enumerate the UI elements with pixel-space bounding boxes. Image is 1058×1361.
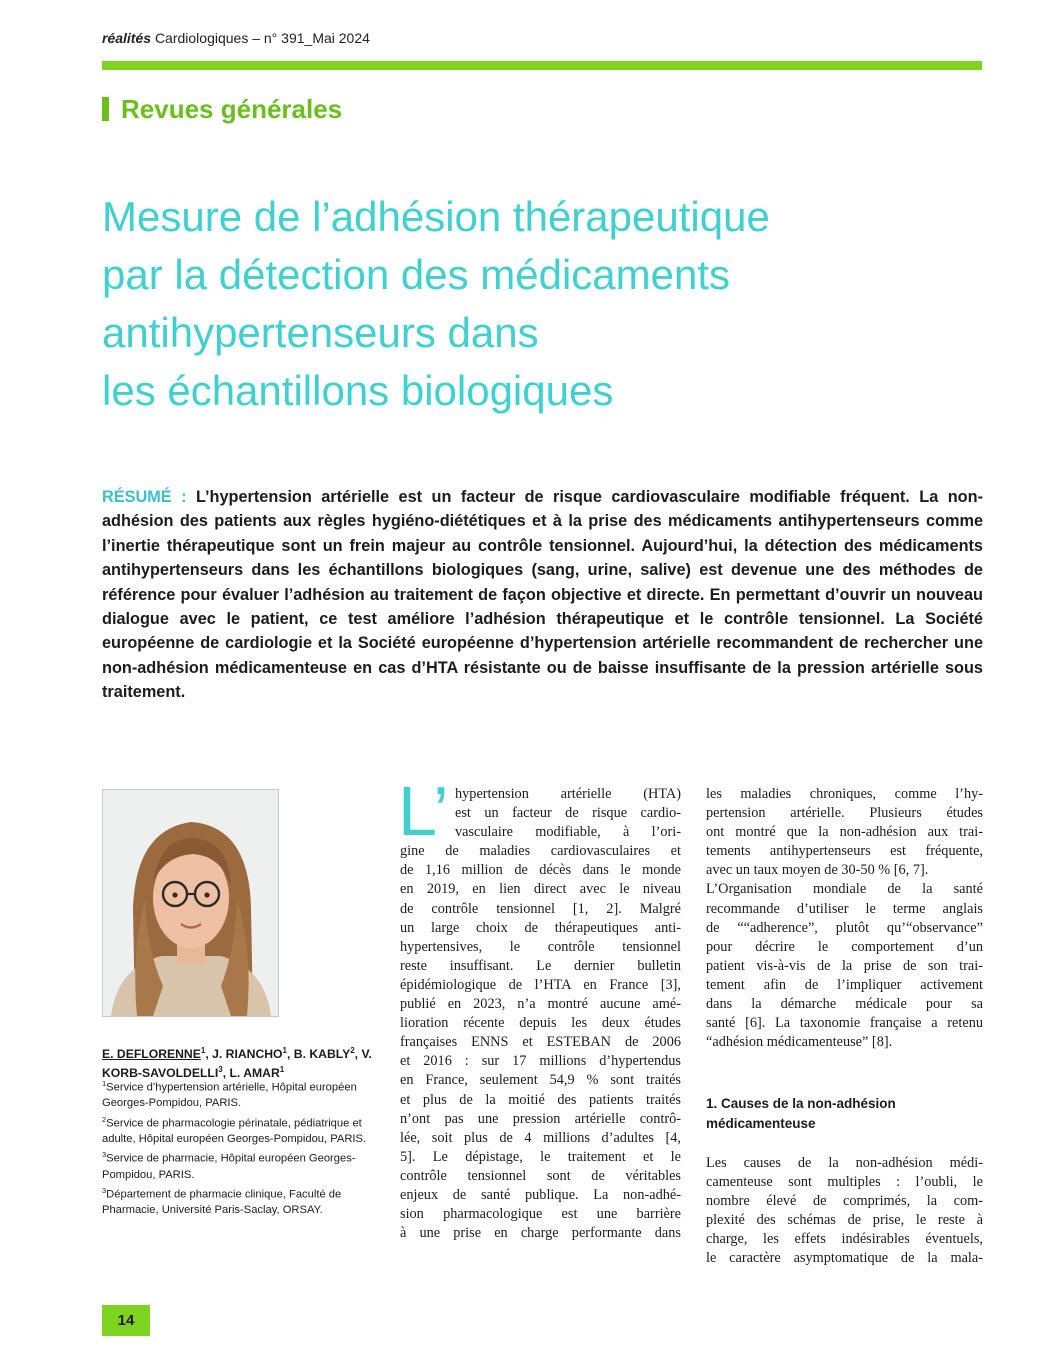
text-line: et 2016 : sur 17 millions d’hypertendus xyxy=(400,1053,681,1070)
text-line: pertension artérielle. Plusieurs études xyxy=(706,805,983,822)
text-line: lée, soit plus de 4 millions d’adultes [4, xyxy=(400,1129,681,1146)
text-line: avec un taux moyen de 30-50 % [6, 7]. xyxy=(706,862,929,879)
section-label-text: Revues générales xyxy=(121,94,343,124)
affiliation-item xyxy=(102,1147,387,1183)
body-column-1 xyxy=(400,785,681,1243)
affiliation-text: Service de pharmacie, Hôpital européen Georges-Pompidou, PARIS. xyxy=(102,1153,356,1181)
text-line: santé [6]. La taxonomie française a retenu xyxy=(706,1015,983,1032)
page-number: 14 xyxy=(102,1305,150,1336)
text-line: patient vis-à-vis de la prise de son trai- xyxy=(706,957,983,974)
author-photo xyxy=(102,789,279,1017)
text-line: tements antihypertenseurs est fréquente, xyxy=(706,843,983,860)
body-paragraph xyxy=(400,785,681,1243)
header-rule xyxy=(102,61,982,70)
journal-brand: réalités xyxy=(102,30,152,46)
text-line: L’Organisation mondiale de la santé xyxy=(706,881,983,898)
text-line: de ““adherence”, plutôt qu’“observance” xyxy=(706,919,983,936)
author-affiliation-mark: 1 xyxy=(200,1046,206,1055)
text-line: Les causes de la non-adhésion médi- xyxy=(706,1155,983,1171)
title-line: par la détection des médicaments xyxy=(102,251,731,298)
affiliation-mark: 3 xyxy=(102,1186,107,1196)
text-line: en France, seulement 54,9 % sont traités xyxy=(400,1072,681,1089)
affiliations xyxy=(102,1076,387,1219)
affiliation-item xyxy=(102,1112,387,1148)
body-column-2 xyxy=(706,785,983,1052)
text-line: nombre élevé de comprimés, la com- xyxy=(706,1193,983,1210)
text-line: vasculaire modifiable, à l’ori- xyxy=(455,824,681,841)
title-line: antihypertenseurs dans xyxy=(102,309,539,356)
text-line: en 2019, en lien direct avec le niveau xyxy=(400,881,681,898)
author-affiliation-mark: 1 xyxy=(279,1065,285,1075)
title-line: Mesure de l’adhésion thérapeutique xyxy=(102,193,770,240)
author-affiliation-mark: 3 xyxy=(218,1065,223,1075)
text-line: les maladies chroniques, comme l’hy- xyxy=(706,786,983,802)
text-line: gine de maladies cardiovasculaires et xyxy=(400,843,681,860)
journal-issue: Cardiologiques – n° 391_Mai 2024 xyxy=(154,30,370,46)
text-line: le caractère asymptomatique de la mala- xyxy=(706,1250,983,1267)
text-line: charge, les effets indésirables éventuels, xyxy=(706,1231,983,1248)
author-name: B. KABLY xyxy=(293,1047,351,1062)
journal-header xyxy=(102,30,370,46)
text-line: sion pharmacologique est une barrière xyxy=(400,1206,681,1223)
text-line: hypertension artérielle (HTA) xyxy=(455,786,681,802)
author-affiliation-mark: 2 xyxy=(350,1046,355,1055)
author-affiliation-mark: 1 xyxy=(282,1046,287,1055)
text-line: tement afin de l’impliquer activement xyxy=(706,976,983,993)
affiliation-mark: 3 xyxy=(102,1150,107,1160)
affiliation-text: Service d’hypertension artérielle, Hôpital européen Georges-Pompidou, PARIS. xyxy=(102,1081,357,1110)
abstract-label: RÉSUMÉ : xyxy=(102,488,187,506)
text-line: est un facteur de risque cardio- xyxy=(455,805,681,822)
author-separator: , xyxy=(287,1047,294,1062)
author-separator: , xyxy=(222,1066,230,1081)
text-line: recommande d’utiliser le terme anglais xyxy=(706,900,983,917)
text-line: à une prise en charge performante dans xyxy=(400,1225,681,1242)
text-line: épidémiologique de l’HTA en France [3], xyxy=(400,976,681,993)
text-line: n’ont pas une pression artérielle contrô- xyxy=(400,1110,681,1127)
text-line: lioration récente depuis les deux études xyxy=(400,1015,681,1032)
text-line: pour décrire le comportement d’un xyxy=(706,938,983,955)
author-name: L. AMAR xyxy=(229,1066,280,1081)
text-line: de contrôle tensionnel [1, 2]. Malgré xyxy=(400,900,681,917)
author-separator: , xyxy=(205,1047,213,1062)
text-line: ont montré que la non-adhésion aux trai- xyxy=(706,824,983,841)
text-line: 5]. Le dépistage, le traitement et le xyxy=(400,1148,681,1165)
body-paragraph xyxy=(706,1154,983,1269)
affiliation-text: Département de pharmacie clinique, Faculté de Pharmacie, Université Paris-Saclay, ORSAY. xyxy=(102,1188,342,1217)
text-line: de 1,16 million de décès dans le monde xyxy=(400,862,681,879)
drop-cap: L’ xyxy=(398,772,449,850)
text-line: contrôle tensionnel sont de véritables xyxy=(400,1167,681,1184)
affiliation-text: Service de pharmacologie périnatale, pédiatrique et adulte, Hôpital européen Georges-Pompidou, PARIS. xyxy=(102,1117,367,1145)
text-line: camenteuse sont multiples : l’oubli, le xyxy=(706,1174,983,1191)
affiliation-mark: 1 xyxy=(102,1079,107,1088)
affiliation-mark: 2 xyxy=(102,1114,107,1124)
text-line: “adhésion médicamenteuse” [8]. xyxy=(706,1034,893,1051)
text-line: un large choix de thérapeutiques anti- xyxy=(400,919,681,936)
abstract-text: L’hypertension artérielle est un facteur de risque cardiovasculaire modifiable fréquent. La non-adhésion des patients aux règles hygiéno-diététiques et à la prise des médicaments antihypertenseurs comme l’inertie thérapeutique sont un frein majeur au contrôle tensionnel. Aujourd’hui, la détection des médicaments antihypertenseurs dans les échantillons biologiques (sang, urine, salive) est devenue une des méthodes de référence pour évaluer l’adhésion au traitement de façon objective et directe. En permettant d’ouvrir un nouveau dialogue avec le patient, ce test améliore l’adhésion thérapeutique et le contrôle tensionnel. La Société européenne de cardiologie et la Société européenne d’hypertension artérielle recommandent de rechercher une non-adhésion médicamenteuse en cas d’HTA résistante ou de baisse insuffisante de la pression artérielle sous traitement. xyxy=(102,488,983,702)
affiliation-item xyxy=(102,1076,387,1112)
article-title xyxy=(102,188,962,420)
section-heading: 1. Causes de la non-adhésion médicamenteuse xyxy=(706,1096,896,1131)
text-line: françaises ENNS et ESTEBAN de 2006 xyxy=(400,1034,681,1051)
body-paragraph xyxy=(706,785,983,1052)
text-line: dans la démarche médicale pour sa xyxy=(706,996,983,1013)
section-label xyxy=(102,94,342,125)
body-column-2-continued xyxy=(706,1154,983,1269)
author-name: J. RIANCHO xyxy=(212,1047,283,1062)
title-line: les échantillons biologiques xyxy=(102,367,614,414)
text-line: enjeux de santé publique. La non-adhé- xyxy=(400,1186,681,1203)
section-marker xyxy=(102,97,109,121)
text-line: publié en 2023, n’a montré aucune amé- xyxy=(400,996,681,1013)
text-line: hypertensives, le contrôle tensionnel xyxy=(400,938,681,955)
text-line: et plus de la moitié des patients traités xyxy=(400,1091,681,1108)
abstract xyxy=(102,485,983,705)
author-name: E. DEFLORENNE xyxy=(102,1047,201,1062)
text-line: plexité des schémas de prise, le reste à xyxy=(706,1212,983,1229)
author-portrait-illustration xyxy=(103,790,278,1016)
text-line: reste insuffisant. Le dernier bulletin xyxy=(400,957,681,974)
author-separator: , xyxy=(354,1047,362,1062)
author-name: V. KORB-SAVOLDELLI xyxy=(102,1047,372,1081)
affiliation-item xyxy=(102,1183,387,1219)
